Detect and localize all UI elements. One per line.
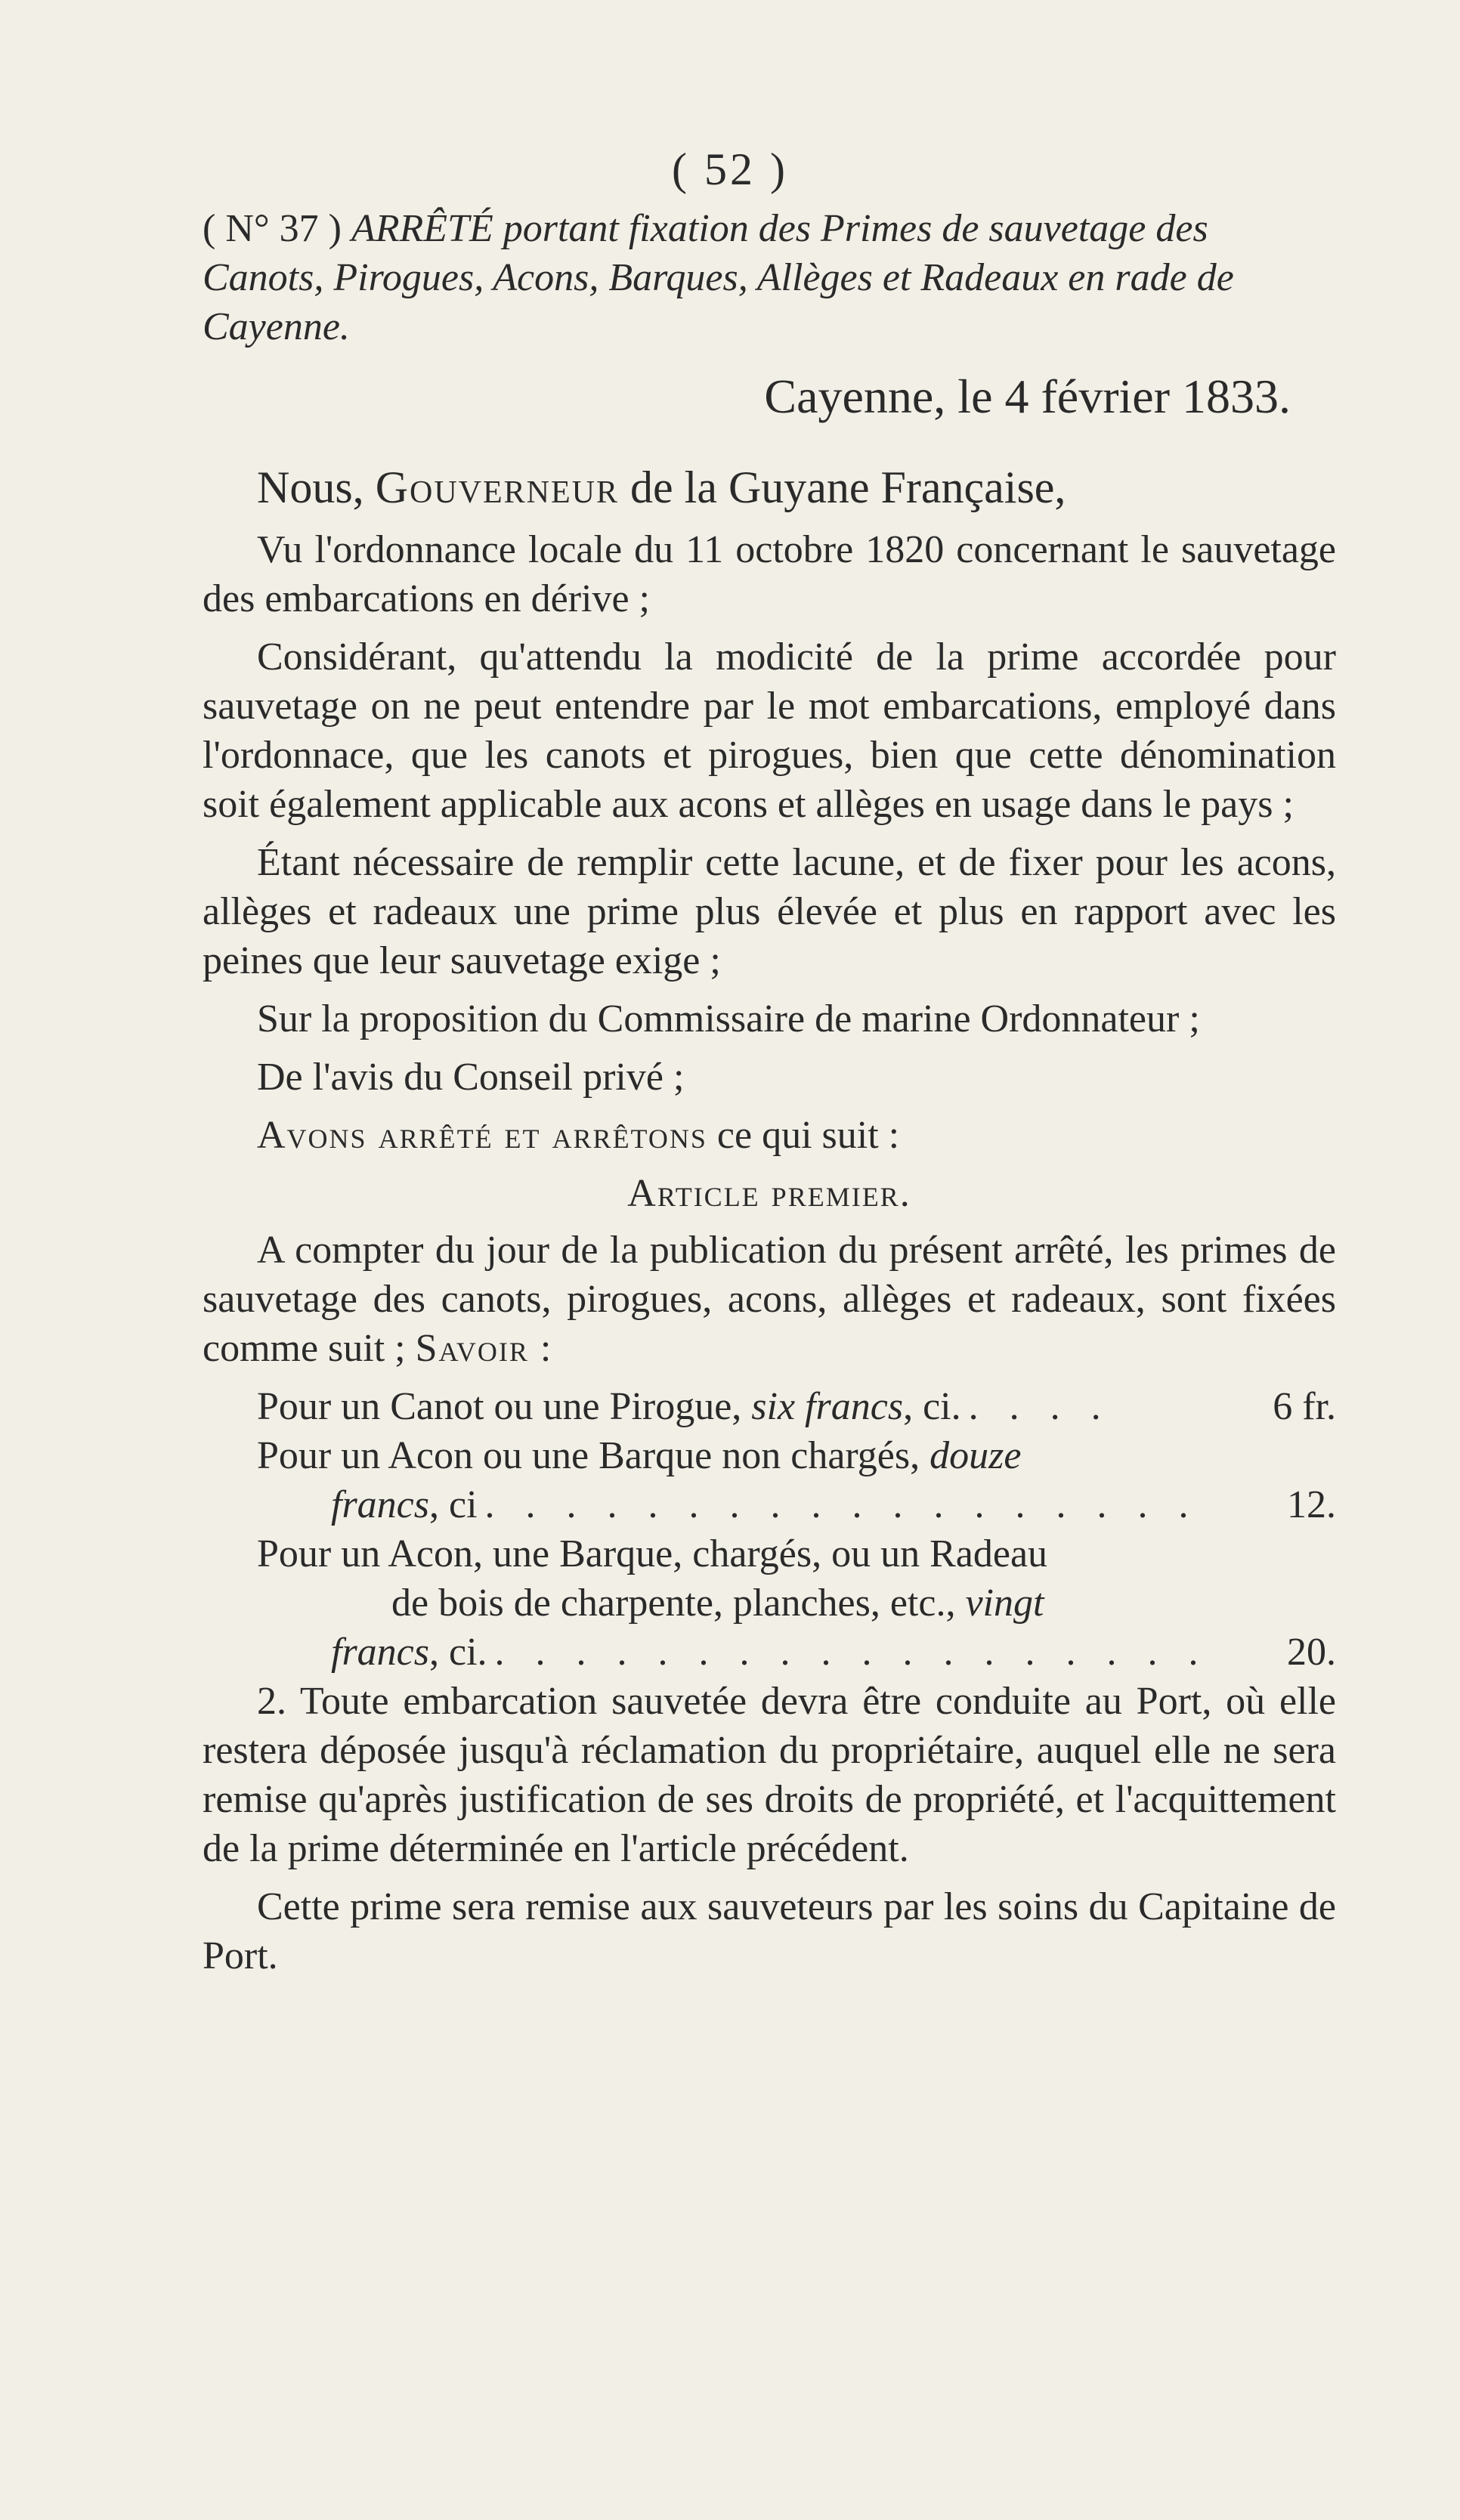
- prime-row-2a: [257, 1431, 1336, 1480]
- document-date: Cayenne, le 4 février 1833.: [764, 369, 1291, 423]
- article2-text: 2. Toute embarcation sauvetée devra être conduite au Port, où elle restera déposée jusqu'à réclamation du propriétaire, auquel elle ne sera remise qu'après justification de ses droits de propriété, et l'acquittement de la prime déterminée en l'article précédent.: [203, 1680, 1336, 1870]
- prime-row-3b: [391, 1578, 1336, 1628]
- nous-line: [257, 457, 1336, 518]
- paragraph-avons: [257, 1111, 1336, 1160]
- prime-3-italic2: francs: [331, 1631, 429, 1674]
- paragraph-etant: Étant nécessaire de remplir cette lacune, et de fixer pour les acons, allèges et radeaux une prime plus élevée et plus en rapport avec les peines que leur sauvetage exige ;: [203, 841, 1336, 982]
- prime-3-amount: 20.: [1287, 1631, 1336, 1674]
- paragraph-avis: De l'avis du Conseil privé ;: [257, 1056, 685, 1099]
- prime-1-label: [257, 1382, 961, 1431]
- prime-2-italic1: douze: [930, 1434, 1022, 1477]
- paragraph-sur: Sur la proposition du Commissaire de marine Ordonnateur ;: [257, 997, 1200, 1040]
- prime-3-label-3: [331, 1628, 487, 1677]
- prime-row-2b: [331, 1480, 1336, 1529]
- prime-2-label-2: [331, 1480, 478, 1529]
- prime-row-3c: [331, 1628, 1336, 1677]
- decree-number: ( N° 37 ): [203, 207, 342, 250]
- prime-1-dots: . . . .: [968, 1385, 1112, 1428]
- paragraph-vu: Vu l'ordonnance locale du 11 octobre 1820 concernant le sauvetage des embarcations en dérive ;: [203, 528, 1336, 620]
- prime-row-1: [257, 1382, 1336, 1431]
- document-heading: [203, 204, 1336, 351]
- prime-2-text: Pour un Acon ou une Barque non chargés,: [257, 1434, 920, 1477]
- article1-body: A compter du jour de la publication du présent arrêté, les primes de sauvetage des canots, pirogues, acons, allèges et radeaux, sont fixées comme suit ;: [203, 1229, 1336, 1370]
- prime-3-italic1: vingt: [965, 1582, 1044, 1625]
- decree-title: ARRÊTÉ portant fixation des Primes de sauvetage des Canots, Pirogues, Acons, Barques, Allèges et Radeaux en rade de Cayenne.: [203, 207, 1234, 348]
- article-title: Article premier.: [627, 1172, 911, 1215]
- prime-3-text: de bois de charpente, planches, etc.,: [391, 1582, 956, 1625]
- prime-3-line2: [391, 1578, 1044, 1628]
- prime-3-dots: . . . . . . . . . . . . . . . . . .: [494, 1631, 1209, 1674]
- prime-2-label: [257, 1431, 1021, 1480]
- prime-2-italic2: francs: [331, 1483, 429, 1526]
- prime-2-suffix: , ci: [429, 1483, 478, 1526]
- nous-prefix: Nous,: [257, 462, 364, 512]
- page-number: ( 52 ): [672, 144, 788, 194]
- prime-1-suffix: , ci.: [903, 1385, 961, 1428]
- article1-text: [203, 1226, 1336, 1373]
- prime-3-line1: Pour un Acon, une Barque, chargés, ou un Radeau: [257, 1532, 1048, 1575]
- governor-title: Gouverneur: [375, 462, 620, 512]
- prime-1-italic: six francs: [751, 1385, 904, 1428]
- prime-row-3a: [257, 1529, 1336, 1578]
- final-paragraph: Cette prime sera remise aux sauveteurs par les soins du Capitaine de Port.: [203, 1885, 1336, 1977]
- document-body: [203, 204, 1336, 1990]
- prime-2-dots: . . . . . . . . . . . . . . . . . .: [484, 1483, 1199, 1526]
- prime-1-amount: 6 fr.: [1273, 1385, 1336, 1428]
- prime-1-text: Pour un Canot ou une Pirogue,: [257, 1385, 742, 1428]
- nous-rest: de la Guyane Française,: [630, 462, 1066, 512]
- avons-small-caps: Avons arrêté et arrêtons: [257, 1114, 707, 1157]
- prime-3-suffix: , ci.: [429, 1631, 487, 1674]
- avons-rest: ce qui suit :: [716, 1114, 900, 1157]
- prime-2-amount: 12.: [1287, 1483, 1336, 1526]
- paragraph-considerant: Considérant, qu'attendu la modicité de la prime accordée pour sauvetage on ne peut entendre par le mot embarcations, employé dans l'ordonnace, que les canots et pirogues, bien que cette dénomination soit également applicable aux acons et allèges en usage dans le pays ;: [203, 635, 1336, 826]
- article1-savoir: Savoir :: [415, 1327, 553, 1370]
